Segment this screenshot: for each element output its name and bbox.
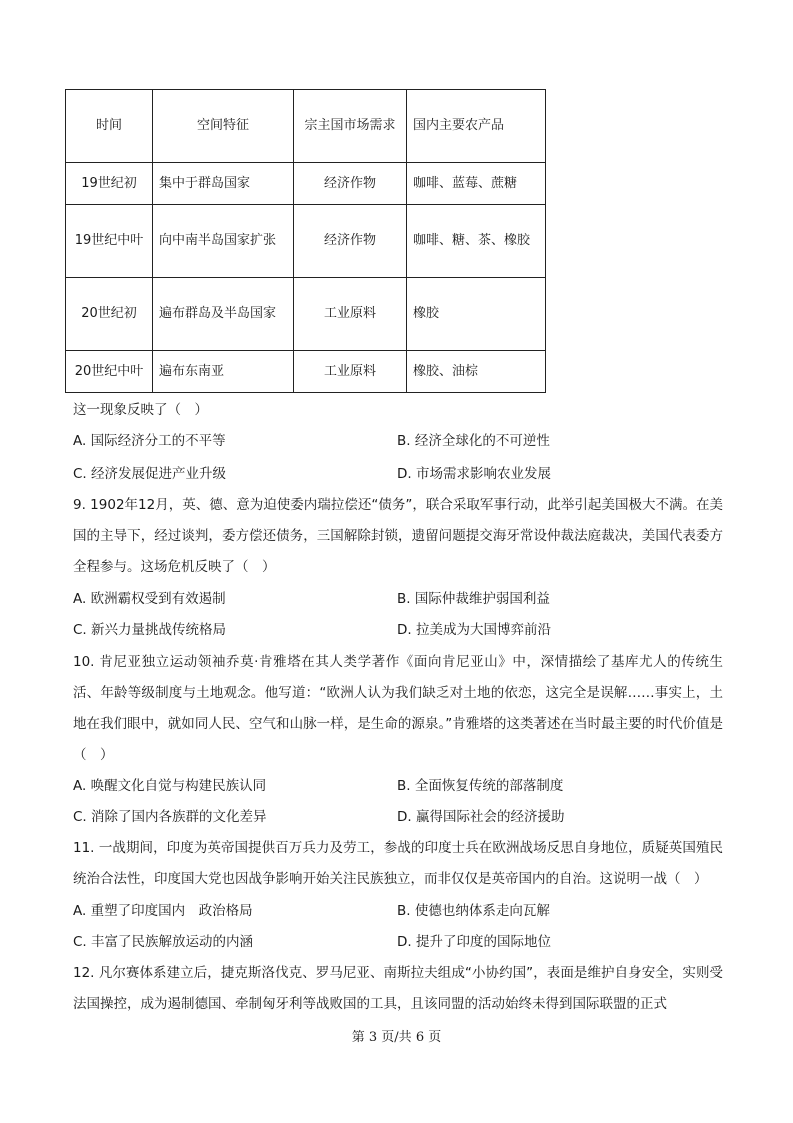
table-header-cell: 国内主要农产品 bbox=[407, 90, 546, 163]
table-cell: 经济作物 bbox=[294, 163, 407, 205]
q8-option-c[interactable]: C. 经济发展促进产业升级 bbox=[73, 466, 227, 482]
table-cell: 遍布群岛及半岛国家 bbox=[153, 278, 294, 351]
table-header-cell: 时间 bbox=[66, 90, 153, 163]
question-11-text: 11. 一战期间，印度为英帝国提供百万兵力及劳工，参战的印度士兵在欧洲战场反思自身地位，质疑英国殖民统治合法性，印度国大党也因战争影响开始关注民族独立，而非仅仅是英帝国内的自治。这说明一战（ ） bbox=[73, 840, 723, 887]
q11-option-a[interactable]: A. 重塑了印度国内 政治格局 bbox=[73, 903, 253, 919]
question-8-stem: 这一现象反映了（ ） bbox=[73, 402, 208, 418]
q11-option-b[interactable]: B. 使德也纳体系走向瓦解 bbox=[397, 903, 550, 919]
question-9-text: 9. 1902年12月，英、德、意为迫使委内瑞拉偿还“债务”，联合采取军事行动，此举引起美国极大不满。在美国的主导下，经过谈判，委方偿还债务，三国解除封锁，遗留问题提交海牙常设仲裁法庭裁决，美国代表委方全程参与。这场危机反映了（ ） bbox=[73, 497, 723, 575]
question-12-text: 12. 凡尔赛体系建立后，捷克斯洛伐克、罗马尼亚、南斯拉夫组成“小协约国”，表面是维护自身安全，实则受法国操控，成为遏制德国、牵制匈牙利等战败国的工具，且该同盟的活动始终未得到国际联盟的正式 bbox=[73, 965, 723, 1012]
table-cell: 工业原料 bbox=[294, 351, 407, 393]
page-number: 第 3 页/共 6 页 bbox=[351, 1030, 442, 1045]
table-cell: 向中南半岛国家扩张 bbox=[153, 205, 294, 278]
table-cell: 遍布东南亚 bbox=[153, 351, 294, 393]
table-cell: 工业原料 bbox=[294, 278, 407, 351]
q10-option-c[interactable]: C. 消除了国内各族群的文化差异 bbox=[73, 809, 267, 825]
table-row bbox=[66, 163, 546, 205]
table-cell: 19世纪中叶 bbox=[66, 205, 153, 278]
q9-option-c[interactable]: C. 新兴力量挑战传统格局 bbox=[73, 622, 227, 638]
table-cell: 橡胶 bbox=[407, 278, 546, 351]
table-cell: 橡胶、油棕 bbox=[407, 351, 546, 393]
q10-option-b[interactable]: B. 全面恢复传统的部落制度 bbox=[397, 778, 564, 794]
q10-option-a[interactable]: A. 唤醒文化自觉与构建民族认同 bbox=[73, 778, 267, 794]
q8-option-a[interactable]: A. 国际经济分工的不平等 bbox=[73, 433, 226, 449]
q11-option-c[interactable]: C. 丰富了民族解放运动的内涵 bbox=[73, 934, 254, 950]
table-row bbox=[66, 351, 546, 393]
table-cell: 经济作物 bbox=[294, 205, 407, 278]
q8-option-b[interactable]: B. 经济全球化的不可逆性 bbox=[397, 433, 550, 449]
table-cell: 咖啡、糖、茶、橡胶 bbox=[407, 205, 546, 278]
table-cell: 咖啡、蓝莓、蔗糖 bbox=[407, 163, 546, 205]
table-cell: 集中于群岛国家 bbox=[153, 163, 294, 205]
question-10-text: 10. 肯尼亚独立运动领袖乔莫·肯雅塔在其人类学著作《面向肯尼亚山》中，深情描绘了基库尤人的传统生活、年龄等级制度与土地观念。他写道：“欧洲人认为我们缺乏对土地的依恋，这完全是误解……事实上，土地在我们眼中，就如同人民、空气和山脉一样，是生命的源泉。”肯雅塔的这类著述在当时最主要的时代价值是（ ） bbox=[73, 654, 723, 763]
q11-option-d[interactable]: D. 提升了印度的国际地位 bbox=[397, 934, 551, 950]
table-header-cell: 空间特征 bbox=[153, 90, 294, 163]
q9-option-d[interactable]: D. 拉美成为大国博弈前沿 bbox=[397, 622, 551, 638]
table-header-cell: 宗主国市场需求 bbox=[294, 90, 407, 163]
q8-option-d[interactable]: D. 市场需求影响农业发展 bbox=[397, 466, 551, 482]
table-cell: 19世纪初 bbox=[66, 163, 153, 205]
q9-option-b[interactable]: B. 国际仲裁维护弱国利益 bbox=[397, 591, 550, 607]
agriculture-table bbox=[65, 89, 546, 393]
table-cell: 20世纪初 bbox=[66, 278, 153, 351]
table-header-row bbox=[66, 90, 546, 163]
q10-option-d[interactable]: D. 赢得国际社会的经济援助 bbox=[397, 809, 565, 825]
table-cell: 20世纪中叶 bbox=[66, 351, 153, 393]
q9-option-a[interactable]: A. 欧洲霸权受到有效遏制 bbox=[73, 591, 226, 607]
table-row bbox=[66, 205, 546, 278]
table-row bbox=[66, 278, 546, 351]
